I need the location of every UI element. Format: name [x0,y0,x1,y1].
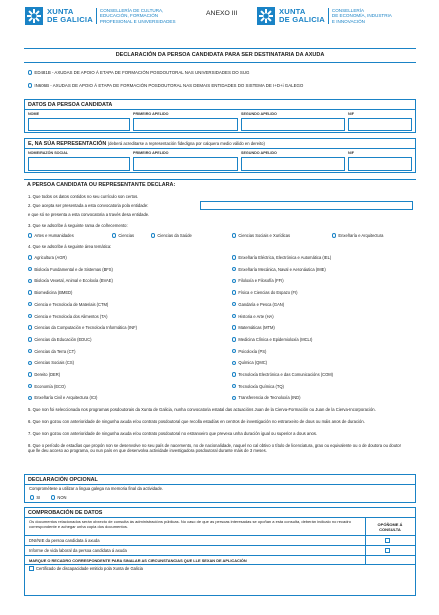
area-option[interactable]: Economía (ECO) [28,384,66,389]
section-title: COMPROBACIÓN DE DATOS [25,508,415,518]
oppose-header: OPÓÑOME Á CONSULTA [377,522,403,532]
candidate-section [24,99,416,133]
label-second-surname: SEGUNDO APELIDO [241,112,277,116]
annex-label: ANEXO III [206,10,238,17]
area-option[interactable]: Psicoloxía (PS) [232,349,266,354]
declaration-item-2: 2. Que acepta ser presentada a esta convocatoria pola entidade: [28,203,149,208]
procedure-option-ed481b[interactable]: ED481B - AXUDAS DE APOIO Á ETAPA DE FORMACIÓN POSDOUTORAL NAS UNIVERSIDADES DO SUG [28,70,249,75]
right-logo [256,6,392,26]
xunta-star-icon [24,6,44,26]
declaration-item-3: 3. Que se adscribe á seguinte rama de coñecemento: [28,223,128,228]
radio-icon[interactable] [28,325,32,329]
disability-checkbox[interactable] [29,566,34,571]
verification-row-vida-laboral: Informe de vida laboral da persoa candidata á axuda [29,548,127,553]
option-yes[interactable]: SI [30,495,40,500]
declaration-item-4: 4. Que se adscribe á seguinte área temática: [28,244,112,249]
right-dept: CONSELLERÍA DE ECONOMÍA, INDUSTRIA E INNOVACIÓN [328,8,392,24]
radio-icon[interactable] [28,384,32,388]
radio-icon[interactable] [28,314,32,318]
branch-option[interactable]: Artes e Humanidades [28,233,74,238]
branch-option[interactable]: Ciencias da Saúde [151,233,192,238]
radio-icon[interactable] [232,302,236,306]
area-option[interactable]: Biomedicina (BMED) [28,290,72,295]
declaration-item-7: 7. Que non gozou con anterioridade de ningunha axuda e/ou contrato posdoutoral no estranxeiro que prevexa unha duración igual ou superior a dous anos. [28,431,318,436]
left-logo [24,6,176,26]
row-divider [25,564,415,565]
section-title: A PERSOA CANDIDATA OU REPRESENTANTE DECLARA: [27,182,176,188]
label-nif: NIF [348,112,354,116]
area-option[interactable]: Enxeñaría Eléctrica, Electrónica e Automática (IEL) [232,255,331,260]
section-title: DECLARACIÓN OPCIONAL [25,475,415,485]
branch-option[interactable]: Enxeñaría e Arquitectura [332,233,383,238]
radio-icon[interactable] [232,372,236,376]
radio-icon[interactable] [51,495,55,499]
declaration-item-2b: e que só se presenta a esta convocatoria a través desa entidade. [28,212,150,217]
area-option[interactable]: Enxeñaría Mecánica, Naval e Aeronáutica (IME) [232,267,326,272]
page-header [24,6,416,38]
radio-icon[interactable] [232,267,236,271]
area-option[interactable]: Bioloxía Fundamental e de Sistemas (BFS) [28,267,113,272]
option-no[interactable]: NON [51,495,67,500]
declaration-item-1: 1. Que todos os datos contidos no seu currículo son certos. [28,194,139,199]
candidate-name-field[interactable] [28,118,130,131]
radio-icon[interactable] [232,290,236,294]
area-option[interactable]: Matemáticas (MTM) [232,325,275,330]
area-option[interactable]: Ciencias Sociais (CS) [28,360,74,365]
radio-icon[interactable] [232,384,236,388]
label-name-company: NOME/RAZÓN SOCIAL [28,151,69,155]
radio-icon[interactable] [232,349,236,353]
candidate-first-surname-field[interactable] [133,118,238,131]
radio-icon[interactable] [232,314,236,318]
area-option[interactable]: Química (QMC) [232,360,267,365]
radio-icon[interactable] [232,396,236,400]
label-first-surname: PRIMEIRO APELIDO [133,151,169,155]
form-title: DECLARACIÓN DA PERSOA CANDIDATA PARA SER DESTINATARIA DA AXUDA [24,48,416,63]
area-option[interactable]: Transferencia de Tecnoloxía (IND) [232,395,301,400]
radio-icon[interactable] [28,290,32,294]
representative-second-surname-field[interactable] [241,157,345,171]
area-option[interactable]: Dereito (DER) [28,372,60,377]
radio-icon[interactable] [28,233,32,237]
radio-icon[interactable] [28,70,32,74]
radio-icon[interactable] [232,255,236,259]
area-option[interactable]: Bioloxía Vexetal, Animal e Ecoloxía (BVAE) [28,278,113,283]
radio-icon[interactable] [28,302,32,306]
section-title: E, NA SÚA REPRESENTACIÓN (deberá acreditarse a representación fidedigna por calquera medio válido en dereito) [25,139,415,149]
label-first-surname: PRIMEIRO APELIDO [133,112,169,116]
radio-icon[interactable] [28,361,32,365]
area-option[interactable]: Ciencias da Terra (CT) [28,349,76,354]
verification-intro: Os documentos relacionados serán obxecto de consulta ás administracións públicas. No caso de que as persoas interesadas se opoñan a esta consulta, deberán indicalo no recadro correspondente e achegar unha copia dos documentos. [29,519,351,529]
oppose-vida-laboral-checkbox[interactable] [385,548,390,553]
verification-section [24,507,416,596]
oppose-column-divider [365,517,366,564]
radio-icon[interactable] [232,233,236,237]
radio-icon[interactable] [30,495,34,499]
optional-section [24,474,416,503]
radio-icon[interactable] [112,233,116,237]
radio-icon[interactable] [28,349,32,353]
radio-icon[interactable] [232,279,236,283]
verification-row-dni: DNI/NIE da persoa candidata á axuda [29,538,100,543]
declaration-item-5: 5. Que non foi seleccionada nos programas posdoutorais da Xunta de Galicia, nunha convocatoria estatal das actuacións Juan de la Cierva-Formación ou Juan de la Cierva-Incorporación. [28,407,376,412]
radio-icon[interactable] [28,372,32,376]
radio-icon[interactable] [28,337,32,341]
label-first-name: NOME [28,112,40,116]
label-nif: NIF [348,151,354,155]
radio-icon[interactable] [28,83,32,87]
declaration-item-6: 6. Que non gozou con anterioridade de ningunha axuda e/ou contrato posdoutoral que recolla estadías en centros de investigación no estranxeiro de dous ou máis anos de duración. [28,419,365,424]
representative-nif-field[interactable] [348,157,412,171]
representative-section [24,138,416,173]
oppose-dni-checkbox[interactable] [385,538,390,543]
mark-header: MARQUE O RECADRO CORRESPONDENTE PARA SINALAR AS CIRCUNSTANCIAS QUE LLE SEXAN DE APLICACIÓN [29,558,247,563]
row-divider [25,545,415,546]
radio-icon[interactable] [28,396,32,400]
radio-icon[interactable] [151,233,155,237]
area-option[interactable]: Historia e Arte (HA) [232,314,274,319]
branch-option[interactable]: Ciencias [112,233,134,238]
right-brand: XUNTA DE GALICIA [279,6,325,24]
branch-option[interactable]: Ciencias Sociais e Xurídicas [232,233,290,238]
radio-icon[interactable] [232,325,236,329]
radio-icon[interactable] [332,233,336,237]
representative-first-surname-field[interactable] [133,157,238,171]
radio-icon[interactable] [232,361,236,365]
candidate-second-surname-field[interactable] [241,118,345,131]
candidate-nif-field[interactable] [348,118,412,131]
area-option[interactable]: Tecnoloxía Electrónica e das Comunicacións (COM) [232,372,333,377]
optional-text: Comprométese a utilizar a lingua galega na memoria final da actividade. [29,486,164,491]
radio-icon[interactable] [232,337,236,341]
area-option[interactable]: Ciencias da Computación e Tecnoloxía Informática (INF) [28,325,137,330]
area-option[interactable]: Agricultura (AGR) [28,255,67,260]
representative-name-field[interactable] [28,157,130,171]
left-dept: CONSELLERÍA DE CULTURA, EDUCACIÓN, FORMACIÓN PROFESIONAL E UNIVERSIDADES [96,8,176,24]
area-option[interactable]: Física e Ciencias do Espazo (FI) [232,290,298,295]
mark-row-disability[interactable]: Certificado de discapacidade emitido pola Xunta de Galicia [29,566,143,571]
declaration-item-8: 8. Que o período de estadías que propón non se desenvolve no seu país de nacemento, no de nacionalidade, naquel no cal obtivo o título de licenciatura, grao ou equivalente ou o de doutora ou doutor que lle deu acceso ao programa, ou nun país en que desenvolva actividade investigadora posdoutoral durante máis de 3 meses. [28,443,401,453]
declaration-section [24,179,416,471]
area-option[interactable]: Ciencias da Educación (EDUC) [28,337,92,342]
area-option[interactable]: Ciencia e Tecnoloxía dos Alimentos (TA) [28,314,108,319]
radio-icon[interactable] [28,267,32,271]
radio-icon[interactable] [28,279,32,283]
row-divider [25,535,415,536]
procedure-option-in606b[interactable]: IN606B - AXUDAS DE APOIO Á ETAPA DE FORMACIÓN POSDOUTORAL NAS DEMAIS ENTIDADES DO SISTEMA DE I+D+i GALEGO [28,83,303,88]
left-brand: XUNTA DE GALICIA [47,6,93,24]
entity-field[interactable] [200,201,413,210]
area-option[interactable]: Filoloxía e Filosofía (FFI) [232,278,284,283]
area-option[interactable]: Enxeñaría Civil e Arquitectura (ICI) [28,395,97,400]
xunta-star-icon [256,6,276,26]
label-second-surname: SEGUNDO APELIDO [241,151,277,155]
area-option[interactable]: Gandaría e Pesca (GAN) [232,302,284,307]
radio-icon[interactable] [28,255,32,259]
area-option[interactable]: Ciencia e Tecnoloxía de Materiais (CTM) [28,302,108,307]
row-divider [25,555,415,556]
area-option[interactable]: Medicina Clínica e Epidemioloxía (MCLI) [232,337,312,342]
section-title: DATOS DA PERSOA CANDIDATA [25,100,415,110]
area-option[interactable]: Tecnoloxía Química (TQ) [232,384,284,389]
